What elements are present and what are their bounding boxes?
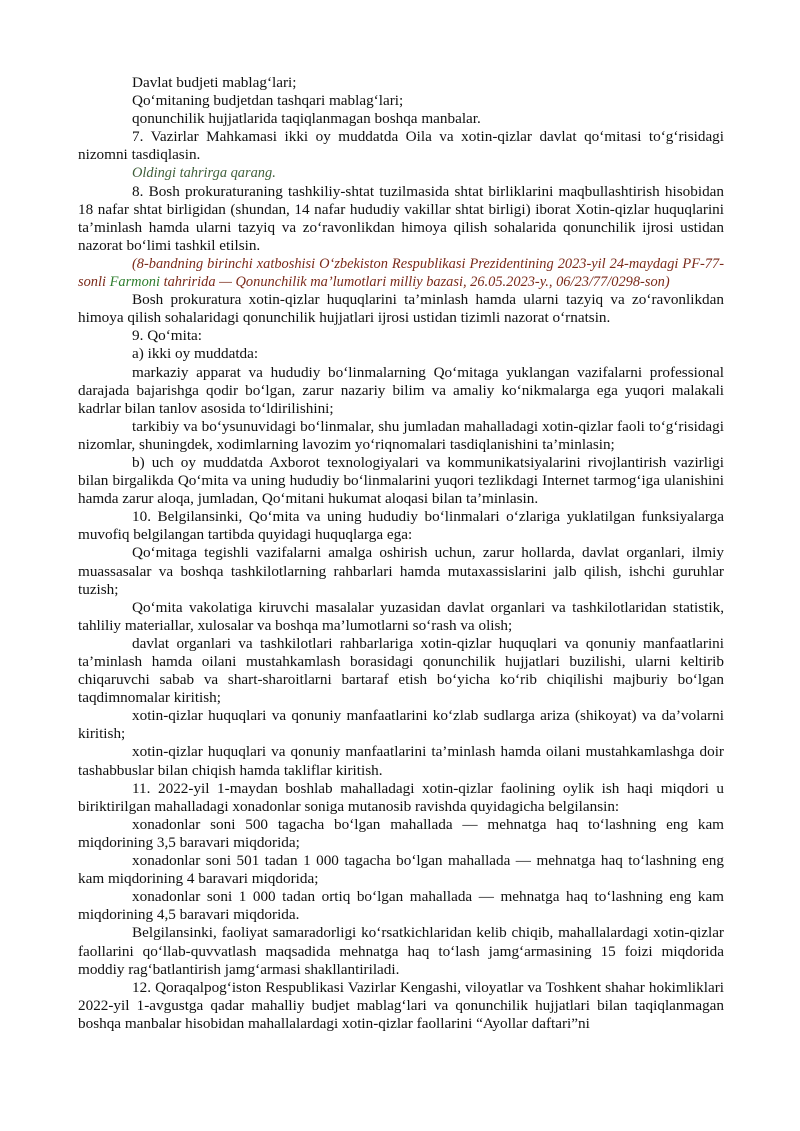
amendment-note-text-after: tahririda — Qonunchilik ma’lumotlari milliy bazasi, 26.05.2023-y., 06/23/77/0298-son)	[159, 274, 670, 291]
paragraph-right-initiatives: xotin-qizlar huquqlari va qonuniy manfaatlarini ta’minlash hamda oilani mustahkamlashga doir tashabbuslar bilan chiqish hamda takliflar kiritish.	[78, 743, 724, 779]
paragraph-right-submissions: davlat organlari va tashkilotlari rahbarlariga xotin-qizlar huquqlari va qonuniy manfaatlarini ta’minlash hamda oilani mustahkamlash borasidagi qonunchilik hujjatlari buzilishi, ularni keltirib chiqaruvchi sabab va shart-sharoitlarni bartaraf etish bo‘yicha ko‘rib chiqilishi majburiy bo‘lgan taqdimnomalar kiritish;	[78, 634, 724, 707]
paragraph-item-7: 7. Vazirlar Mahkamasi ikki oy muddatda Oila va xotin-qizlar davlat qo‘mitasi to‘g‘risidagi nizomni tasdiqlasin.	[78, 128, 724, 164]
paragraph-extrabudget-funds: Qo‘mitaning budjetdan tashqari mablag‘lari;	[132, 92, 404, 110]
paragraph-other-sources: qonunchilik hujjatlarida taqiqlanmagan boshqa manbalar.	[132, 110, 481, 128]
paragraph-salary-over-1000: xonadonlar soni 1 000 tadan ortiq bo‘lgan mahallada — mehnatga haq to‘lashning eng kam miqdorining 4,5 baravari miqdorida.	[78, 888, 724, 924]
paragraph-item-8: 8. Bosh prokuraturaning tashkiliy-shtat tuzilmasida shtat birliklarini maqbullashtirish hisobidan 18 nafar shtat birligidan (shundan, 14 nafar hududiy vakillar shtat birligi) iborat Xotin-qizlar huquqlarini ta’minlash hamda ularni tazyiq va zo‘ravonlikdan himoya qilish sohalarida qonunchilik ijrosi ustidan nazorat bo‘limi tashkil etilsin.	[78, 182, 724, 254]
amendment-note-item-8	[78, 255, 724, 291]
previous-edition-link[interactable]: Oldingi tahrirga qarang.	[132, 165, 276, 182]
paragraph-right-working-groups: Qo‘mitaga tegishli vazifalarni amalga oshirish uchun, zarur hollarda, davlat organlari, ilmiy muassasalar va boshqa tashkilotlarning rahbarlari hamda mutaxassislarini jalb qilish, ishchi guruhlar tuzish;	[78, 544, 724, 598]
paragraph-right-request-data: Qo‘mita vakolatiga kiruvchi masalalar yuzasidan davlat organlari va tashkilotlaridan statistik, tahliliy materiallar, xulosalar va boshqa ma’lumotlarni so‘rash va olish;	[78, 598, 724, 634]
paragraph-item-9a: a) ikki oy muddatda:	[132, 345, 259, 363]
paragraph-salary-up-to-500: xonadonlar soni 500 tagacha bo‘lgan mahallada — mehnatga haq to‘lashning eng kam miqdorining 3,5 baravari miqdorida;	[78, 815, 724, 851]
decree-link[interactable]: Farmoni	[109, 274, 160, 291]
paragraph-budget-funds: Davlat budjeti mablag‘lari;	[132, 74, 297, 91]
paragraph-item-11: 11. 2022-yil 1-maydan boshlab mahalladagi xotin-qizlar faolining oylik ish haqi miqdori u biriktirilgan mahalladagi xonadonlar soniga mutanosib ravishda quyidagicha belgilansin:	[78, 779, 724, 815]
paragraph-item-9b: b) uch oy muddatda Axborot texnologiyalari va kommunikatsiyalarini rivojlantirish vazirligi bilan birgalikda Qo‘mita va uning hududiy bo‘linmalarini yuqori tezlikdagi Internet tarmog‘iga ulanishini hamda zarur aloqa, jumladan, Qo‘mitani hukumat aloqasi bilan ta’minlasin.	[78, 453, 724, 508]
paragraph-item-9: 9. Qo‘mita:	[132, 327, 203, 345]
paragraph-incentive-fund: Belgilansinki, faoliyat samaradorligi ko‘rsatkichlaridan kelib chiqib, mahallalardagi xotin-qizlar faollarini qo‘llab-quvvatlash maqsadida mehnatga haq to‘lash jamg‘armasining 15 foizi miqdorida moddiy rag‘batlantirish jamg‘armasi shakllantiriladi.	[78, 924, 724, 978]
paragraph-right-court-claims: xotin-qizlar huquqlari va qonuniy manfaatlarini ko‘zlab sudlarga ariza (shikoyat) va da’volarni kiritish;	[78, 707, 724, 743]
paragraph-staffing: markaziy apparat va hududiy bo‘linmalarning Qo‘mitaga yuklangan vazifalarni professional darajada bajarishga qodir bo‘lgan, zarur nazariy bilim va amaliy ko‘nikmalarga ega yuqori malakali kadrlar bilan tanlov asosida to‘ldirilishini;	[78, 363, 724, 417]
paragraph-item-10: 10. Belgilansinki, Qo‘mita va uning hududiy bo‘linmalari o‘zlariga yuklatilgan funksiyalarga muvofiq belgilangan tartibda quyidagi huquqlarga ega:	[78, 508, 724, 544]
paragraph-regulations: tarkibiy va bo‘ysunuvidagi bo‘linmalar, shu jumladan mahalladagi xotin-qizlar faoli to‘g‘risidagi nizomlar, shuningdek, xodimlarning lavozim yo‘riqnomalari tasdiqlanishini ta’minlasin;	[78, 417, 724, 453]
paragraph-salary-501-1000: xonadonlar soni 501 tadan 1 000 tagacha bo‘lgan mahallada — mehnatga haq to‘lashning eng kam miqdorining 4 baravari miqdorida;	[78, 852, 724, 888]
amendment-note-text-before: (8-bandning birinchi xatboshisi O‘zbekiston Respublikasi Prezidentining 2023-yil 24-maydagi PF-77-sonli	[78, 255, 724, 291]
paragraph-prosecutor-control: Bosh prokuratura xotin-qizlar huquqlarini ta’minlash hamda ularni tazyiq va zo‘ravonlikdan himoya qilish sohalaridagi qonunchilik hujjatlari ijrosi ustidan tizimli nazorat o‘rnatsin.	[78, 291, 724, 327]
paragraph-item-12: 12. Qoraqalpog‘iston Respublikasi Vazirlar Kengashi, viloyatlar va Toshkent shahar hokimliklari 2022-yil 1-avgustga qadar mahalliy budjet mablag‘lari va qonunchilik hujjatlari bilan taqiqlanmagan boshqa manbalar hisobidan mahallalardagi xotin-qizlar faollarini “Ayollar daftari”ni	[78, 978, 724, 1032]
